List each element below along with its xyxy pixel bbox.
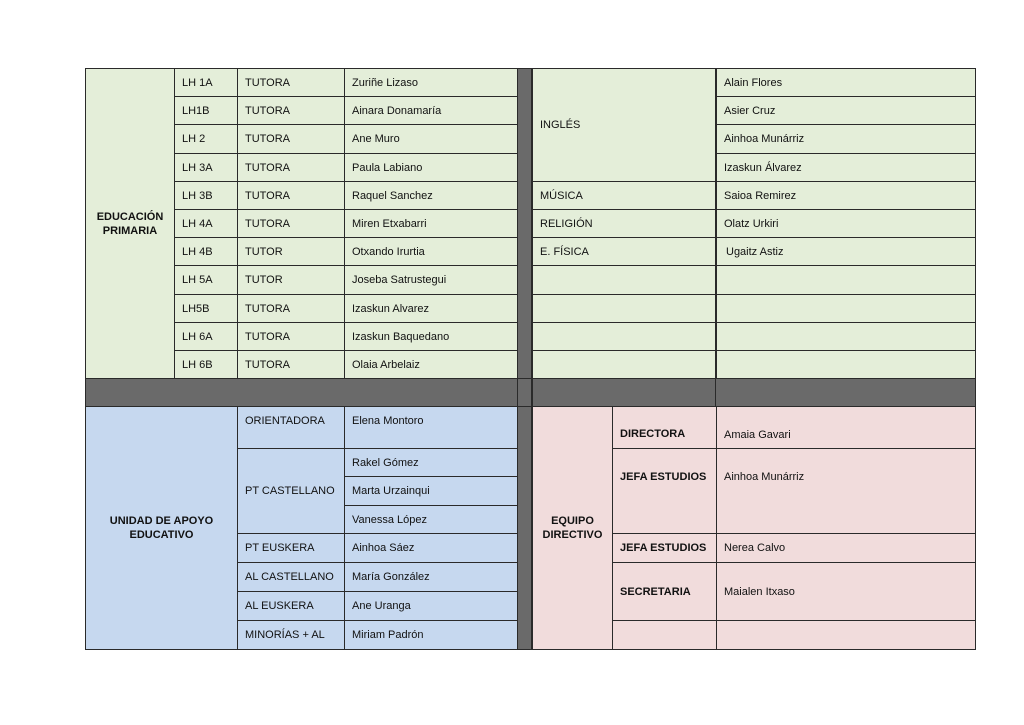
role-secretaria: SECRETARIA (612, 562, 717, 621)
primaria-role: TUTOR (237, 237, 345, 266)
role-jefa-estudios-2: JEFA ESTUDIOS (612, 533, 717, 563)
primaria-role: TUTORA (237, 124, 345, 154)
primaria-group: LH5B (174, 294, 238, 323)
empty-cell (532, 350, 716, 379)
name-al-euskera: Ane Uranga (344, 591, 518, 621)
role-al-castellano: AL CASTELLANO (237, 562, 345, 592)
empty-cell (532, 322, 716, 351)
primaria-role: TUTORA (237, 153, 345, 182)
empty-cell (716, 265, 976, 295)
empty-cell (532, 294, 716, 323)
primaria-name: Ainara Donamaría (344, 96, 518, 125)
name-jefa-estudios-2: Nerea Calvo (716, 533, 976, 563)
primaria-role: TUTORA (237, 350, 345, 379)
primaria-role: TUTORA (237, 294, 345, 323)
empty-cell (612, 620, 717, 650)
subject-ingles: INGLÉS (532, 68, 716, 182)
empty-cell (716, 350, 976, 379)
primaria-name: Zuriñe Lizaso (344, 68, 518, 97)
primaria-role: TUTORA (237, 68, 345, 97)
primaria-role: TUTORA (237, 322, 345, 351)
primaria-group: LH 1A (174, 68, 238, 97)
primaria-name: Olaia Arbelaiz (344, 350, 518, 379)
teacher-musica: Saioa Remirez (716, 181, 976, 210)
name-pt-castellano-2: Marta Urzainqui (344, 476, 518, 506)
name-jefa-estudios-1: Ainhoa Munárriz (716, 448, 976, 534)
primaria-group: LH 4A (174, 209, 238, 238)
primaria-name: Joseba Satrustegui (344, 265, 518, 295)
primaria-group: LH 5A (174, 265, 238, 295)
teacher-ingles-2: Asier Cruz (716, 96, 976, 125)
role-pt-euskera: PT EUSKERA (237, 533, 345, 563)
primaria-group: LH 3A (174, 153, 238, 182)
empty-cell (532, 265, 716, 295)
role-orientadora: ORIENTADORA (237, 406, 345, 449)
role-directora: DIRECTORA (612, 420, 717, 449)
subject-musica: MÚSICA (532, 181, 716, 210)
role-minorias: MINORÍAS + AL (237, 620, 345, 650)
directora-top-spacer (612, 406, 717, 420)
apoyo-title: UNIDAD DE APOYO EDUCATIVO (85, 406, 238, 650)
row-separator-joint (517, 378, 532, 407)
name-directora: Amaia Gavari (716, 406, 976, 449)
primaria-name: Izaskun Baquedano (344, 322, 518, 351)
primaria-group: LH 2 (174, 124, 238, 154)
primaria-group: LH1B (174, 96, 238, 125)
primaria-role: TUTORA (237, 181, 345, 210)
role-jefa-estudios-1: JEFA ESTUDIOS (612, 448, 717, 534)
empty-cell (716, 620, 976, 650)
name-al-castellano: María González (344, 562, 518, 592)
name-pt-castellano-1: Rakel Gómez (344, 448, 518, 477)
teacher-ingles-1: Alain Flores (716, 68, 976, 97)
primaria-name: Ane Muro (344, 124, 518, 154)
primaria-name: Otxando Irurtia (344, 237, 518, 266)
equipo-title: EQUIPO DIRECTIVO (532, 406, 613, 650)
name-orientadora: Elena Montoro (344, 406, 518, 449)
primaria-role: TUTOR (237, 265, 345, 295)
row-separator-mid (532, 378, 716, 407)
teacher-ingles-4: Izaskun Álvarez (716, 153, 976, 182)
primaria-title: EDUCACIÓN PRIMARIA (85, 68, 175, 379)
primaria-name: Raquel Sanchez (344, 181, 518, 210)
primaria-group: LH 6A (174, 322, 238, 351)
primaria-name: Paula Labiano (344, 153, 518, 182)
teacher-religion: Olatz Urkiri (716, 209, 976, 238)
role-pt-castellano: PT CASTELLANO (237, 448, 345, 534)
teacher-ingles-3: Ainhoa Munárriz (716, 124, 976, 154)
name-pt-castellano-3: Vanessa López (344, 505, 518, 534)
primaria-role: TUTORA (237, 96, 345, 125)
name-secretaria: Maialen Itxaso (716, 562, 976, 621)
primaria-role: TUTORA (237, 209, 345, 238)
empty-cell (716, 294, 976, 323)
subject-efisica: E. FÍSICA (532, 237, 716, 266)
column-separator-top (517, 68, 532, 379)
primaria-group: LH 6B (174, 350, 238, 379)
teacher-efisica: Ugaitz Astiz (716, 237, 976, 266)
primaria-group: LH 4B (174, 237, 238, 266)
empty-cell (716, 322, 976, 351)
primaria-name: Miren Etxabarri (344, 209, 518, 238)
name-minorias: Miriam Padrón (344, 620, 518, 650)
column-separator-bottom (517, 406, 532, 650)
role-al-euskera: AL EUSKERA (237, 591, 345, 621)
primaria-group: LH 3B (174, 181, 238, 210)
subject-religion: RELIGIÓN (532, 209, 716, 238)
name-pt-euskera: Ainhoa Sáez (344, 533, 518, 563)
primaria-name: Izaskun Alvarez (344, 294, 518, 323)
